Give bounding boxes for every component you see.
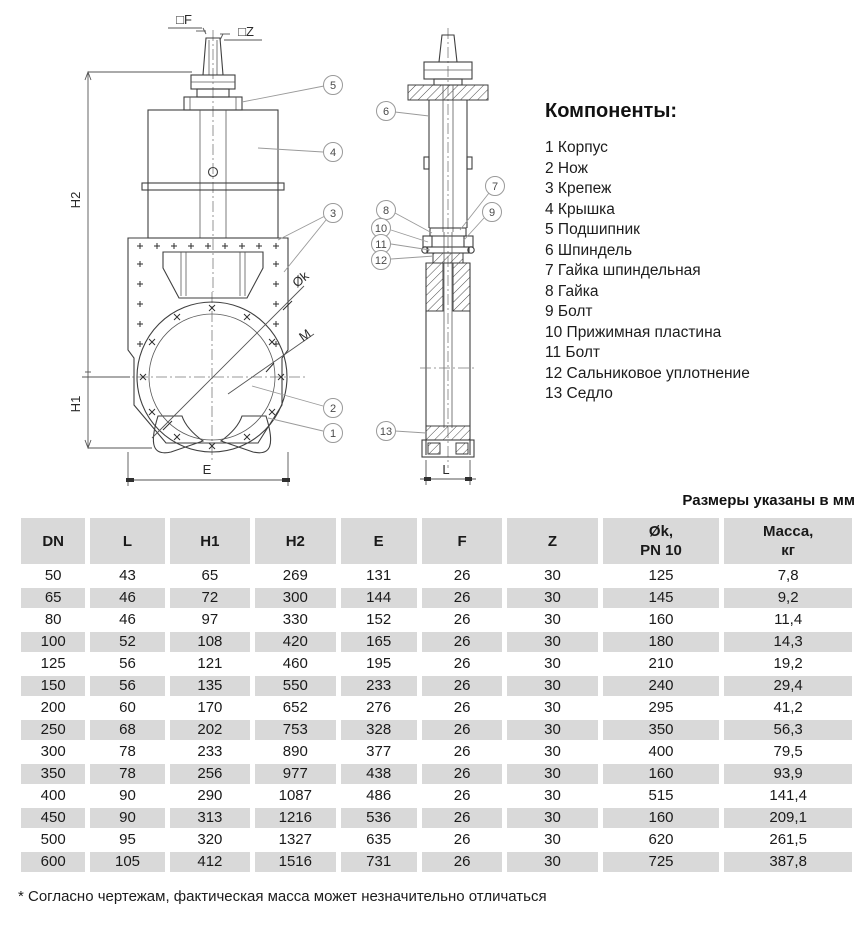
svg-text:9: 9	[488, 207, 496, 219]
table-cell: 105	[90, 852, 164, 872]
footnote: * Согласно чертежам, фактическая масса может незначительно отличаться	[18, 888, 547, 905]
table-cell: 26	[422, 808, 502, 828]
table-cell: 438	[341, 764, 417, 784]
table-cell: 250	[21, 720, 85, 740]
component-item: 9 Болт	[545, 303, 593, 320]
table-cell: 200	[21, 698, 85, 718]
component-item: 7 Гайка шпиндельная	[545, 262, 701, 279]
table-cell: 256	[170, 764, 250, 784]
table-cell: 90	[90, 808, 164, 828]
table-cell: 977	[255, 764, 335, 784]
component-item: 12 Сальниковое уплотнение	[545, 364, 750, 382]
components-title: Компоненты:	[545, 100, 678, 122]
table-cell: 731	[341, 852, 417, 872]
svg-text:7: 7	[491, 181, 499, 193]
svg-text:8: 8	[382, 205, 390, 217]
table-row	[21, 742, 852, 762]
table-cell: 108	[170, 632, 250, 652]
table-cell: 635	[341, 830, 417, 850]
dim-e-label: E	[202, 462, 212, 477]
components-panel	[545, 100, 845, 405]
table-cell: 141,4	[724, 786, 852, 806]
table-cell: 11,4	[724, 610, 852, 630]
table-cell: 420	[255, 632, 335, 652]
table-cell: 29,4	[724, 676, 852, 696]
dim-m	[228, 326, 314, 394]
table-row	[21, 830, 852, 850]
table-cell: 240	[603, 676, 720, 696]
table-cell: 233	[341, 676, 417, 696]
table-cell: 400	[603, 742, 720, 762]
svg-text:4: 4	[329, 147, 337, 159]
table-cell: 26	[422, 742, 502, 762]
table-row	[21, 610, 852, 630]
table-cell: 30	[507, 720, 597, 740]
table-row	[21, 786, 852, 806]
table-cell: 276	[341, 698, 417, 718]
table-cell: 152	[341, 610, 417, 630]
table-cell: 30	[507, 654, 597, 674]
component-item: 6 Шпиндель	[545, 241, 633, 259]
table-cell: 26	[422, 676, 502, 696]
table-cell: 30	[507, 830, 597, 850]
column-header: E	[341, 518, 417, 564]
table-cell: 52	[90, 632, 164, 652]
table-cell: 79,5	[724, 742, 852, 762]
column-header: Øk, PN 10	[603, 518, 720, 564]
table-cell: 30	[507, 676, 597, 696]
table-cell: 486	[341, 786, 417, 806]
table-cell: 209,1	[724, 808, 852, 828]
table-cell: 290	[170, 786, 250, 806]
table-cell: 90	[90, 786, 164, 806]
table-cell: 30	[507, 610, 597, 630]
table-cell: 160	[603, 610, 720, 630]
table-cell: 313	[170, 808, 250, 828]
table-cell: 261,5	[724, 830, 852, 850]
table-cell: 19,2	[724, 654, 852, 674]
table-cell: 26	[422, 830, 502, 850]
valve-technical-drawing	[0, 0, 545, 500]
component-item: 4 Крышка	[545, 200, 615, 218]
column-header: F	[422, 518, 502, 564]
table-cell: 350	[21, 764, 85, 784]
table-cell: 450	[21, 808, 85, 828]
table-cell: 30	[507, 786, 597, 806]
table-cell: 100	[21, 632, 85, 652]
table-cell: 170	[170, 698, 250, 718]
table-cell: 30	[507, 698, 597, 718]
component-item: 8 Гайка	[545, 282, 599, 300]
table-cell: 500	[21, 830, 85, 850]
table-cell: 180	[603, 632, 720, 652]
components-list	[545, 138, 845, 405]
table-cell: 26	[422, 654, 502, 674]
table-cell: 30	[507, 764, 597, 784]
table-cell: 56,3	[724, 720, 852, 740]
table-row	[21, 654, 852, 674]
callout-4	[258, 143, 343, 162]
callout-1	[268, 418, 343, 443]
table-cell: 65	[21, 588, 85, 608]
table-cell: 144	[341, 588, 417, 608]
table-cell: 56	[90, 676, 164, 696]
table-row	[21, 632, 852, 652]
dim-f-label: □F	[176, 12, 192, 27]
table-cell: 60	[90, 698, 164, 718]
dim-z-label: □Z	[238, 24, 254, 39]
table-cell: 65	[170, 566, 250, 586]
table-cell: 26	[422, 588, 502, 608]
table-cell: 125	[603, 566, 720, 586]
column-header: Масса, кг	[724, 518, 852, 564]
table-cell: 26	[422, 566, 502, 586]
table-cell: 30	[507, 566, 597, 586]
svg-text:1: 1	[329, 428, 337, 440]
table-cell: 1327	[255, 830, 335, 850]
table-cell: 195	[341, 654, 417, 674]
table-cell: 95	[90, 830, 164, 850]
table-cell: 145	[603, 588, 720, 608]
table-cell: 165	[341, 632, 417, 652]
table-cell: 30	[507, 852, 597, 872]
table-cell: 80	[21, 610, 85, 630]
table-row	[21, 808, 852, 828]
table-cell: 78	[90, 764, 164, 784]
component-item: 2 Нож	[545, 159, 588, 177]
table-cell: 320	[170, 830, 250, 850]
table-cell: 125	[21, 654, 85, 674]
table-cell: 26	[422, 786, 502, 806]
table-cell: 400	[21, 786, 85, 806]
table-cell: 160	[603, 808, 720, 828]
component-item: 3 Крепеж	[545, 180, 612, 197]
table-cell: 890	[255, 742, 335, 762]
table-cell: 26	[422, 698, 502, 718]
table-row	[21, 566, 852, 586]
table-row	[21, 720, 852, 740]
table-cell: 30	[507, 808, 597, 828]
dim-ok-label: Øk	[289, 268, 312, 291]
component-item: 10 Прижимная пластина	[545, 323, 722, 341]
table-cell: 93,9	[724, 764, 852, 784]
dim-m-label: M	[296, 325, 314, 345]
table-cell: 30	[507, 742, 597, 762]
table-cell: 536	[341, 808, 417, 828]
column-header: DN	[21, 518, 85, 564]
table-cell: 1216	[255, 808, 335, 828]
table-cell: 377	[341, 742, 417, 762]
side-view	[372, 28, 505, 485]
dim-l	[420, 460, 476, 485]
table-row	[21, 676, 852, 696]
table-cell: 300	[21, 742, 85, 762]
table-cell: 14,3	[724, 632, 852, 652]
table-cell: 1087	[255, 786, 335, 806]
bolt-row	[137, 243, 279, 347]
component-item: 11 Болт	[545, 344, 600, 361]
table-cell: 725	[603, 852, 720, 872]
front-view	[68, 12, 343, 486]
table-cell: 328	[341, 720, 417, 740]
dimensions-table	[16, 516, 857, 874]
svg-text:2: 2	[329, 403, 337, 415]
table-cell: 26	[422, 632, 502, 652]
table-cell: 233	[170, 742, 250, 762]
component-item: 13 Седло	[545, 385, 613, 402]
table-cell: 150	[21, 676, 85, 696]
table-cell: 135	[170, 676, 250, 696]
table-row	[21, 852, 852, 872]
table-cell: 68	[90, 720, 164, 740]
table-cell: 56	[90, 654, 164, 674]
dim-f	[168, 12, 206, 34]
table-cell: 753	[255, 720, 335, 740]
column-header: H1	[170, 518, 250, 564]
table-cell: 210	[603, 654, 720, 674]
table-row	[21, 588, 852, 608]
component-item: 5 Подшипник	[545, 221, 640, 238]
dim-h1-label: H1	[68, 395, 83, 413]
dim-e	[126, 452, 290, 486]
component-item: 1 Корпус	[545, 139, 608, 156]
callout-6	[377, 102, 430, 121]
table-cell: 460	[255, 654, 335, 674]
callout-13	[377, 422, 427, 441]
table-cell: 9,2	[724, 588, 852, 608]
table-row	[21, 764, 852, 784]
table-cell: 26	[422, 852, 502, 872]
table-cell: 43	[90, 566, 164, 586]
column-header: L	[90, 518, 164, 564]
table-cell: 131	[341, 566, 417, 586]
svg-text:12: 12	[374, 255, 388, 267]
table-cell: 26	[422, 764, 502, 784]
table-cell: 46	[90, 588, 164, 608]
table-cell: 269	[255, 566, 335, 586]
dim-l-label: L	[442, 462, 450, 477]
svg-text:10: 10	[374, 223, 388, 235]
dim-h1	[68, 372, 152, 448]
table-cell: 41,2	[724, 698, 852, 718]
dim-h2-label: H2	[68, 191, 83, 209]
column-header: H2	[255, 518, 335, 564]
table-cell: 515	[603, 786, 720, 806]
table-cell: 652	[255, 698, 335, 718]
table-cell: 330	[255, 610, 335, 630]
table-cell: 350	[603, 720, 720, 740]
table-cell: 550	[255, 676, 335, 696]
table-cell: 300	[255, 588, 335, 608]
column-header: Z	[507, 518, 597, 564]
svg-text:3: 3	[329, 208, 337, 220]
table-cell: 72	[170, 588, 250, 608]
svg-text:6: 6	[382, 106, 390, 118]
table-cell: 50	[21, 566, 85, 586]
table-cell: 97	[170, 610, 250, 630]
table-cell: 202	[170, 720, 250, 740]
table-row	[21, 698, 852, 718]
svg-text:13: 13	[379, 426, 393, 438]
svg-text:5: 5	[329, 80, 337, 92]
table-cell: 295	[603, 698, 720, 718]
svg-text:11: 11	[375, 239, 387, 251]
units-note: Размеры указаны в мм	[682, 492, 855, 509]
table-cell: 46	[90, 610, 164, 630]
table-cell: 1516	[255, 852, 335, 872]
table-cell: 121	[170, 654, 250, 674]
callout-2	[252, 386, 343, 418]
table-cell: 160	[603, 764, 720, 784]
table-cell: 620	[603, 830, 720, 850]
callout-5	[242, 76, 343, 103]
table-cell: 30	[507, 588, 597, 608]
table-cell: 600	[21, 852, 85, 872]
table-cell: 7,8	[724, 566, 852, 586]
dim-h2	[68, 72, 192, 377]
table-cell: 30	[507, 632, 597, 652]
table-cell: 412	[170, 852, 250, 872]
dim-z	[220, 24, 262, 40]
table-cell: 26	[422, 610, 502, 630]
table-cell: 387,8	[724, 852, 852, 872]
table-cell: 26	[422, 720, 502, 740]
table-cell: 78	[90, 742, 164, 762]
callout-9	[464, 203, 502, 241]
table-header-row	[21, 518, 852, 564]
